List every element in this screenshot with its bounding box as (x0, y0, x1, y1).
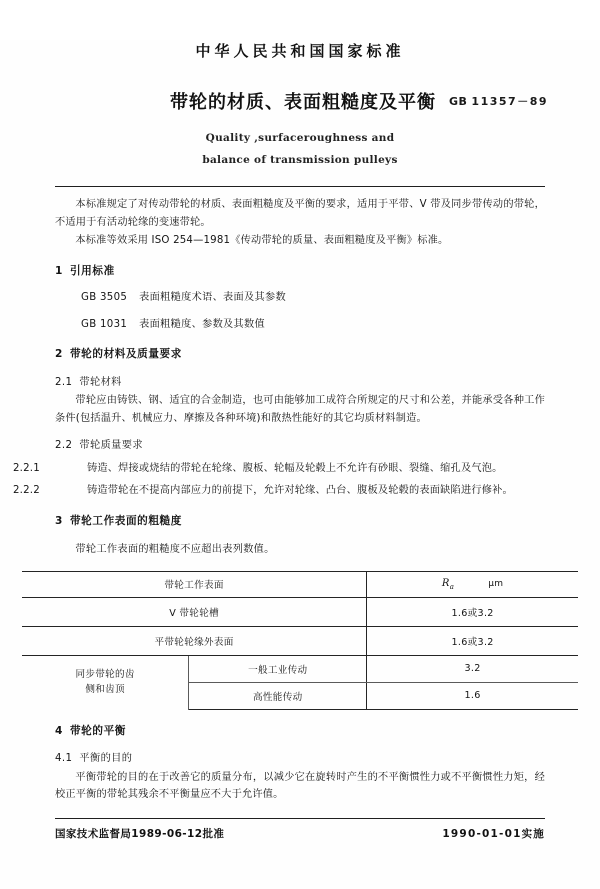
clause-2-1-text: 带轮应由铸铁、钢、适宜的合金制造，也可由能够加工成符合所规定的尺寸和公差，并能承受各种工作条件(包括温升、机械应力、摩擦及各种环境)和散热性能好的其它均质材料制造。 (55, 395, 545, 424)
national-standard-header: 中华人民共和国国家标准 (195, 42, 405, 60)
clause-2-1-heading (55, 374, 545, 392)
clause-3-number: 3 (55, 514, 63, 527)
clause-4-number: 4 (55, 724, 63, 737)
table-row (22, 655, 578, 682)
table-header-surface: 带轮工作表面 (22, 571, 367, 597)
table-cell-surface: 平带轮轮缘外表面 (22, 626, 367, 655)
clause-2-2-heading (55, 437, 545, 455)
scope-paragraph-2: 本标准等效采用 ISO 254—1981《传动带轮的质量、表面粗糙度及平衡》标准。 (75, 235, 449, 246)
reference-name: 表面粗糙度术语、表面及其参数 (139, 292, 286, 303)
table-cell-group-label (22, 655, 189, 709)
table-cell-surface: V 带轮轮槽 (22, 597, 367, 626)
reference-code: GB 3505 (81, 292, 128, 303)
clause-1-heading (55, 263, 545, 281)
roughness-table-wrapper (22, 571, 578, 710)
document-body-lower (55, 723, 545, 804)
clause-4-heading (55, 723, 545, 741)
clause-3-title: 带轮工作表面的粗糙度 (69, 514, 182, 527)
clause-2-1-number: 2.1 (55, 376, 73, 388)
table-cell-value: 3.2 (367, 655, 578, 682)
table-header-row (22, 571, 578, 597)
clause-2-2-title: 带轮质量要求 (79, 440, 143, 451)
clause-2-2-2-number: 2.2.2 (13, 485, 40, 496)
footer-approval: 国家技术监督局1989-06-12批准 (55, 828, 225, 840)
footer-effective-date: 1990-01-01实施 (442, 828, 545, 840)
clause-2-1-title: 带轮材料 (79, 376, 122, 388)
english-subtitle-line2: balance of transmission pulleys (202, 154, 398, 166)
standard-code: 11357－89 (471, 95, 548, 108)
title-row (0, 88, 600, 116)
clause-4-1-title: 平衡的目的 (79, 753, 133, 764)
clause-4-1-heading (55, 750, 545, 768)
header-divider (55, 186, 545, 187)
roughness-table (22, 571, 578, 710)
clause-2-2-1-text: 铸造、焊接或烧结的带轮在轮缘、腹板、轮幅及轮毂上不允许有砂眼、裂缝、缩孔及气泡。 (87, 462, 503, 474)
reference-item (81, 289, 545, 307)
page-footer (55, 818, 545, 841)
footer-divider (55, 818, 545, 819)
ra-unit: μm (488, 578, 504, 589)
reference-name: 表面粗糙度、参数及其数值 (139, 318, 266, 330)
ra-subscript: a (449, 582, 455, 591)
clause-2-2-2-text: 铸造带轮在不提高内部应力的前提下，允许对轮缘、凸台、腹板及轮毂的表面缺陷进行修补。 (87, 485, 513, 496)
clause-2-heading (55, 346, 545, 364)
table-cell-value: 1.6或3.2 (367, 597, 578, 626)
reference-code: GB 1031 (81, 318, 128, 330)
clause-1-title: 引用标准 (69, 264, 115, 277)
reference-item (81, 316, 545, 334)
ra-symbol: $R_a$ (441, 577, 455, 591)
clause-2-title: 带轮的材料及质量要求 (69, 348, 182, 360)
document-title: 带轮的材质、表面粗糙度及平衡 (170, 92, 436, 113)
clause-2-2-1-item (13, 460, 545, 478)
scope-paragraph-1: 本标准规定了对传动带轮的材质、表面粗糙度及平衡的要求，适用于平带、V 带及同步带传动的带轮，不适用于有活动轮缘的变速带轮。 (55, 199, 545, 228)
table-row (22, 597, 578, 626)
clause-2-2-2-item (13, 482, 545, 500)
table-cell-subcategory: 高性能传动 (189, 682, 367, 709)
group-label-line1: 同步带轮的齿 (75, 669, 135, 681)
footer-row (55, 826, 545, 841)
table-header-ra (367, 571, 578, 597)
group-label-line2: 侧和齿顶 (85, 684, 125, 696)
standard-prefix: GB (449, 95, 468, 108)
clause-2-number: 2 (55, 348, 63, 360)
table-cell-value: 1.6或3.2 (367, 626, 578, 655)
clause-4-title: 带轮的平衡 (69, 724, 126, 737)
clause-4-1-number: 4.1 (55, 753, 73, 764)
clause-2-2-1-number: 2.2.1 (13, 462, 40, 474)
document-page (0, 40, 600, 889)
clause-2-2-number: 2.2 (55, 440, 73, 451)
english-subtitle-line1: Quality ,surfaceroughness and (205, 132, 395, 144)
standard-number (449, 93, 548, 109)
clause-3-heading (55, 513, 545, 531)
clause-4-1-text: 平衡带轮的目的在于改善它的质量分布，以减少它在旋转时产生的不平衡惯性力或不平衡惯性力矩，经校正平衡的带轮其残余不平衡量应不大于允许值。 (55, 771, 545, 800)
table-cell-subcategory: 一般工业传动 (189, 655, 367, 682)
clause-1-number: 1 (55, 264, 63, 277)
table-cell-value: 1.6 (367, 682, 578, 709)
clause-3-lead-text: 带轮工作表面的粗糙度不应超出表列数值。 (75, 544, 275, 555)
table-row (22, 626, 578, 655)
document-body (13, 196, 545, 559)
